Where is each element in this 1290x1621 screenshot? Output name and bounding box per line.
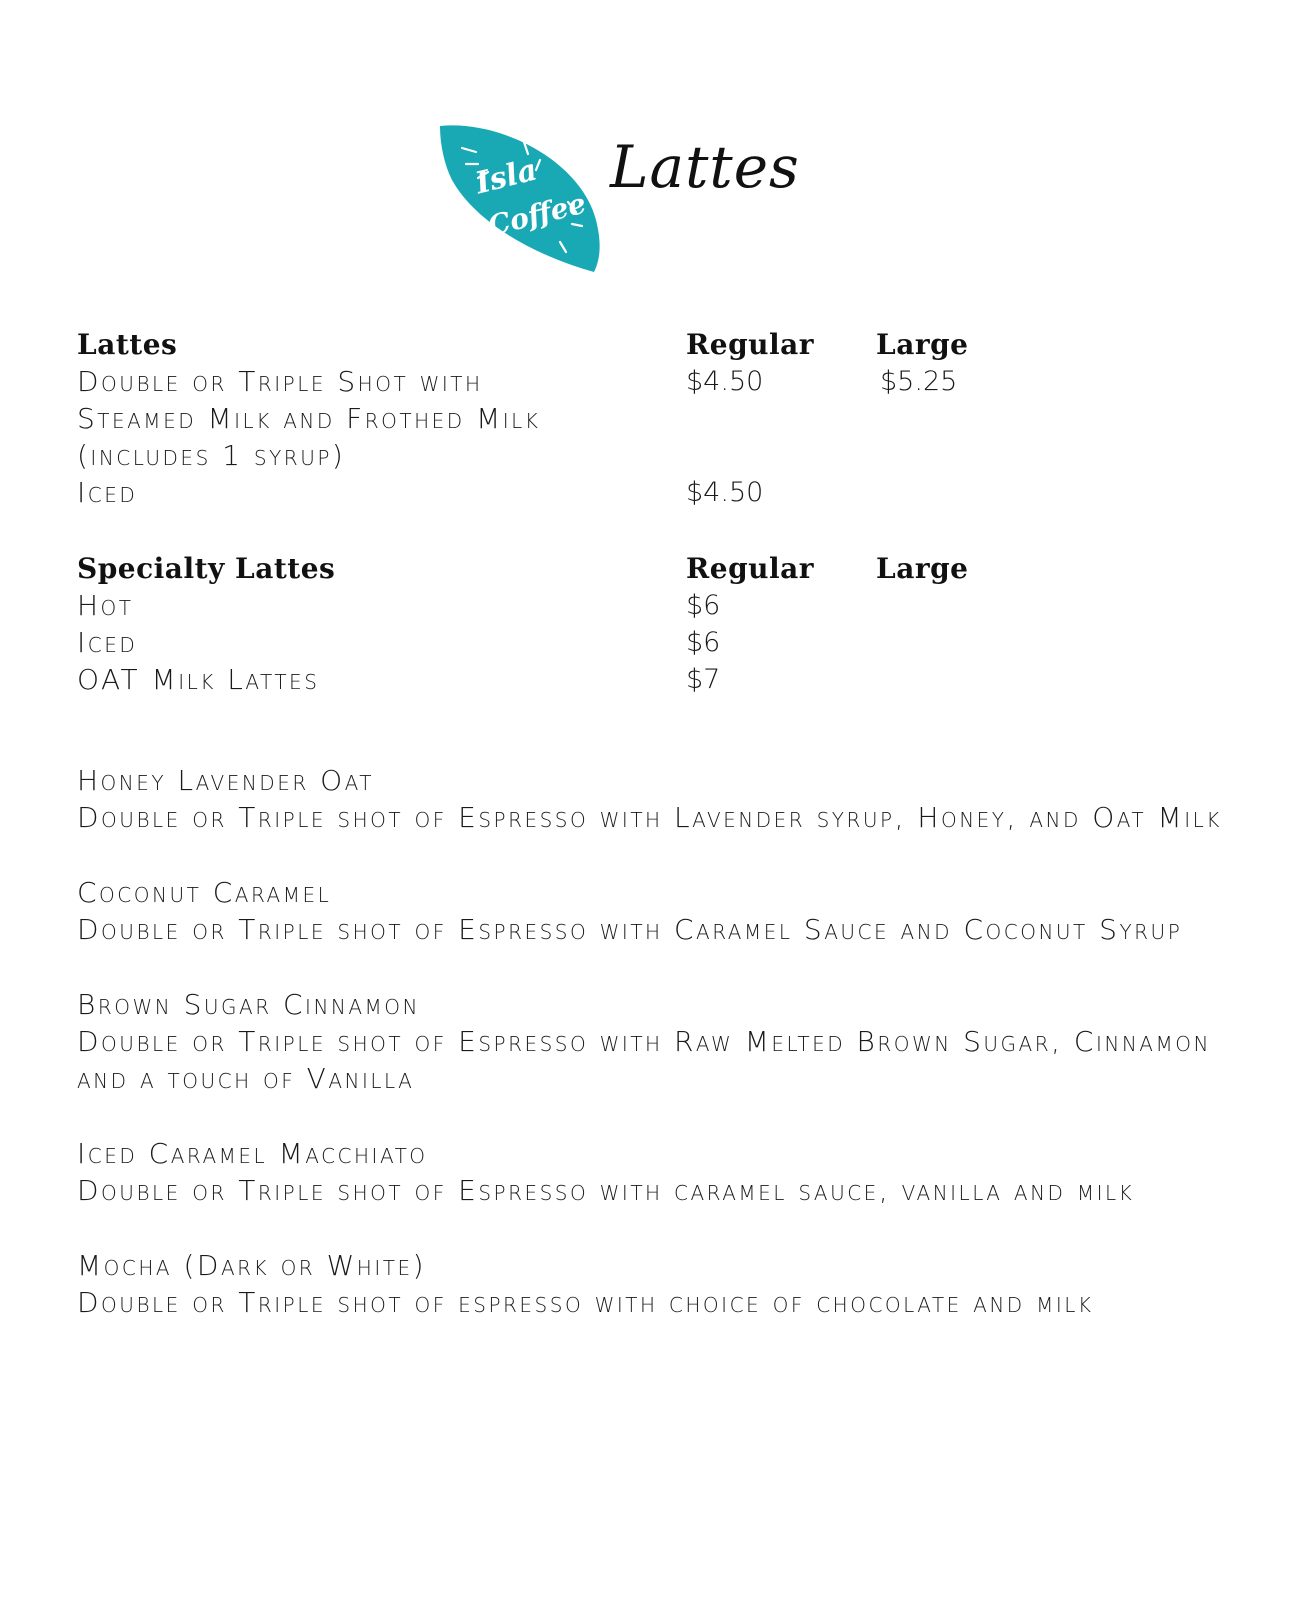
specialty-drink xyxy=(77,874,1227,948)
specialty-drink-description: Double or Triple shot of Espresso with caramel sauce, vanilla and milk xyxy=(77,1174,1135,1207)
lattes-item-description xyxy=(77,363,637,474)
lattes-iced-regular-price: $4.50 xyxy=(686,477,764,508)
lattes-item-large-price: $5.25 xyxy=(880,366,958,397)
logo-text-isla: Isla xyxy=(472,152,541,202)
specialty-drink-description: Double or Triple shot of Espresso with Lavender syrup, Honey, and Oat Milk xyxy=(77,801,1222,834)
specialty-drink xyxy=(77,986,1227,1097)
specialty-drink-description: Double or Triple shot of espresso with choice of chocolate and milk xyxy=(77,1286,1094,1319)
specialty-section xyxy=(77,550,1217,698)
page-title: Lattes xyxy=(610,133,800,201)
specialty-drink-description: Double or Triple shot of Espresso with Raw Melted Brown Sugar, Cinnamon and a touch of Vanilla xyxy=(77,1025,1211,1095)
specialty-header-row xyxy=(77,550,1217,587)
specialty-price-label: OAT Milk Lattes xyxy=(77,663,320,696)
specialty-drink-description: Double or Triple shot of Espresso with Caramel Sauce and Coconut Syrup xyxy=(77,913,1183,946)
specialty-price-regular: $6 xyxy=(686,627,721,658)
specialty-drink-name: Coconut Caramel xyxy=(77,876,332,909)
lattes-section xyxy=(77,326,1217,511)
isla-coffee-leaf-logo xyxy=(440,120,610,280)
specialty-drink xyxy=(77,762,1227,836)
lattes-item-line: (includes 1 syrup) xyxy=(77,439,346,472)
specialty-drink-name: Mocha (Dark or White) xyxy=(77,1249,427,1282)
specialty-drink-name: Brown Sugar Cinnamon xyxy=(77,988,421,1021)
specialty-price-label: Hot xyxy=(77,589,134,622)
lattes-item-row xyxy=(77,363,1217,474)
specialty-drink-name: Honey Lavender Oat xyxy=(77,764,375,797)
specialty-price-regular: $6 xyxy=(686,590,721,621)
specialty-drink xyxy=(77,1247,1227,1321)
specialty-price-row xyxy=(77,587,1217,624)
specialty-price-label: Iced xyxy=(77,626,138,659)
page-header xyxy=(440,120,800,280)
lattes-header-row xyxy=(77,326,1217,363)
lattes-heading: Lattes xyxy=(77,328,178,361)
lattes-item-line: Steamed Milk and Frothed Milk xyxy=(77,402,541,435)
specialty-price-row xyxy=(77,624,1217,661)
lattes-iced-row xyxy=(77,474,1217,511)
lattes-iced-label: Iced xyxy=(77,476,138,509)
logo-text-coffee: Coffee xyxy=(484,186,590,243)
specialty-heading: Specialty Lattes xyxy=(77,552,336,585)
specialty-drink xyxy=(77,1135,1227,1209)
specialty-price-regular: $7 xyxy=(686,664,721,695)
lattes-col-large: Large xyxy=(876,328,969,361)
specialty-drink-name: Iced Caramel Macchiato xyxy=(77,1137,428,1170)
lattes-item-line: Double or Triple Shot with xyxy=(77,365,483,398)
specialty-col-large: Large xyxy=(876,552,969,585)
specialty-price-row xyxy=(77,661,1217,698)
lattes-item-regular-price: $4.50 xyxy=(686,366,764,397)
specialty-drinks-list xyxy=(77,762,1227,1359)
lattes-col-regular: Regular xyxy=(686,328,815,361)
specialty-col-regular: Regular xyxy=(686,552,815,585)
